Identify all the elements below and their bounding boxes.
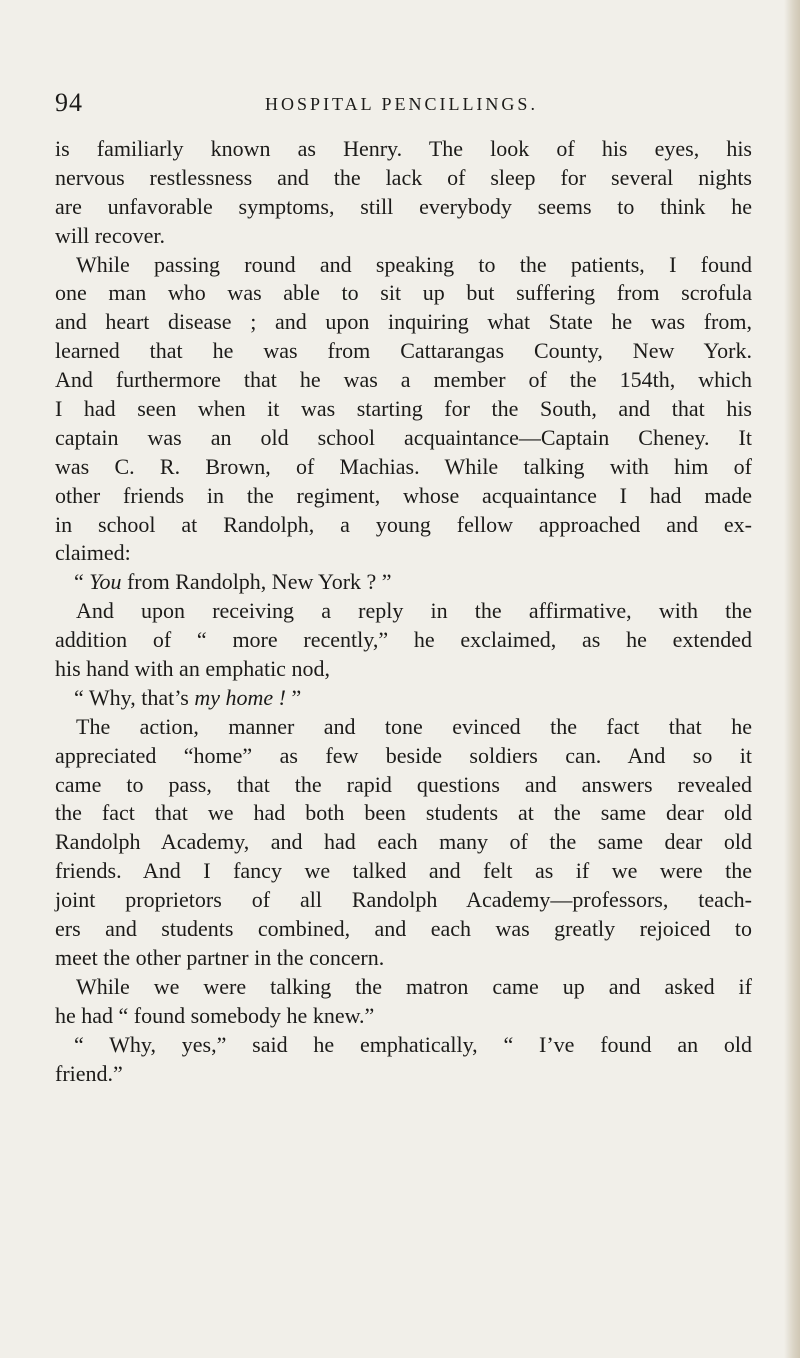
- page-number: 94: [55, 88, 83, 117]
- text-line: friends. And I fancy we talked and felt as if we were the: [55, 858, 752, 884]
- text-line: ers and students combined, and each was greatly rejoiced to: [55, 916, 752, 942]
- text-line: joint proprietors of all Randolph Academy—professors, teach-: [55, 887, 752, 913]
- text-line: “ Why, yes,” said he emphatically, “ I’ve found an old: [74, 1031, 752, 1057]
- text-line: one man who was able to sit up but suffering from scrofula: [55, 280, 752, 306]
- text-line: While passing round and speaking to the patients, I found: [76, 251, 752, 277]
- text-line: captain was an old school acquaintance—Captain Cheney. It: [55, 424, 752, 450]
- text-line: addition of “ more recently,” he exclaimed, as he extended: [55, 627, 752, 653]
- running-head: HOSPITAL PENCILLINGS.: [265, 94, 538, 114]
- text-line: claimed:: [55, 540, 131, 566]
- text-line: will recover.: [55, 222, 165, 248]
- text-line: Randolph Academy, and had each many of the same dear old: [55, 829, 752, 855]
- text-line: appreciated “home” as few beside soldiers can. And so it: [55, 742, 752, 768]
- text-line: meet the other partner in the concern.: [55, 944, 385, 970]
- text-line: “ You from Randolph, New York ? ”: [74, 569, 392, 595]
- text-line: came to pass, that the rapid questions and answers revealed: [55, 771, 752, 797]
- text-line: other friends in the regiment, whose acquaintance I had made: [55, 482, 752, 508]
- text-line: his hand with an emphatic nod,: [55, 656, 330, 682]
- text-line: The action, manner and tone evinced the fact that he: [76, 713, 752, 739]
- body-text: [55, 135, 752, 1088]
- page-edge-shadow: [784, 0, 800, 1358]
- text-line: And furthermore that he was a member of the 154th, which: [55, 367, 752, 393]
- page-header: [55, 88, 748, 118]
- text-line: friend.”: [55, 1060, 123, 1086]
- text-line: in school at Randolph, a young fellow approached and ex-: [55, 511, 752, 537]
- text-line: he had “ found somebody he knew.”: [55, 1002, 375, 1028]
- text-line: the fact that we had both been students at the same dear old: [55, 800, 752, 826]
- text-line: are unfavorable symptoms, still everybody seems to think he: [55, 193, 752, 219]
- text-line: While we were talking the matron came up and asked if: [76, 973, 752, 999]
- text-line: “ Why, that’s my home ! ”: [74, 684, 302, 710]
- text-line: and heart disease ; and upon inquiring what State he was from,: [55, 309, 752, 335]
- text-line: learned that he was from Cattarangas County, New York.: [55, 338, 752, 364]
- text-line: And upon receiving a reply in the affirmative, with the: [76, 598, 752, 624]
- text-line: nervous restlessness and the lack of sleep for several nights: [55, 164, 752, 190]
- text-line: was C. R. Brown, of Machias. While talking with him of: [55, 453, 752, 479]
- text-line: I had seen when it was starting for the South, and that his: [55, 396, 752, 422]
- text-line: is familiarly known as Henry. The look of his eyes, his: [55, 136, 752, 161]
